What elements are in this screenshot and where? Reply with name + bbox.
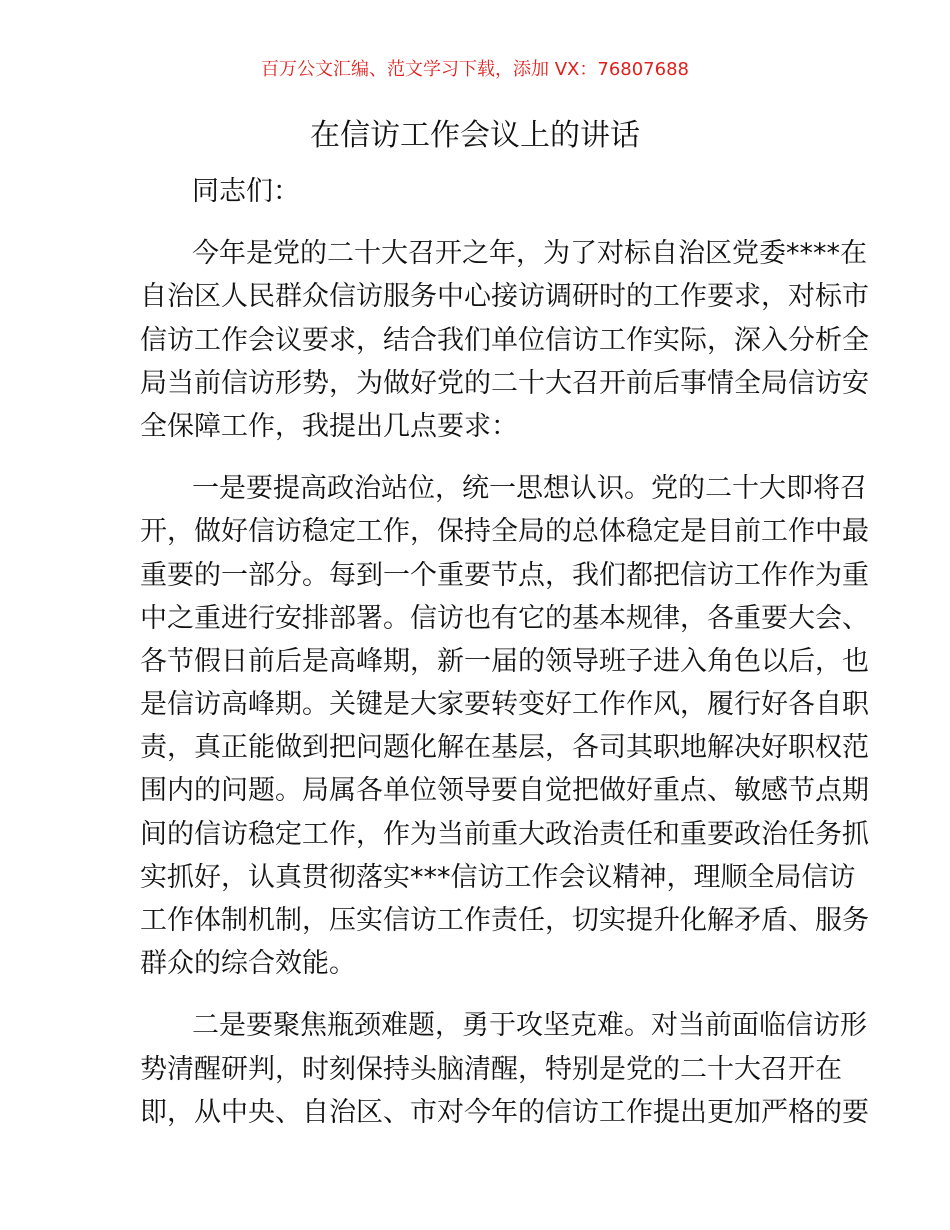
text-line: 自治区人民群众信访服务中心接访调研时的工作要求，对标市 [140, 281, 869, 313]
text-line: 即，从中央、自治区、市对今年的信访工作提出更加严格的要 [140, 1096, 869, 1128]
greeting: 同志们： [192, 176, 300, 207]
text-line: 一是要提高政治站位，统一思想认识。党的二十大即将召 [192, 473, 867, 505]
text-line: 责，真正能做到把问题化解在基层，各司其职地解决好职权范 [140, 732, 869, 764]
text-line: 各节假日前后是高峰期，新一届的领导班子进入角色以后，也 [140, 645, 869, 677]
text-line: 二是要聚焦瓶颈难题，勇于攻坚克难。对当前面临信访形 [192, 1010, 867, 1042]
document-title: 在信访工作会议上的讲话 [310, 118, 640, 153]
paragraphs [140, 232, 869, 1134]
paragraph [140, 467, 869, 985]
paragraph [140, 1004, 869, 1134]
document-body [140, 170, 869, 1153]
text-line: 中之重进行安排部署。信访也有它的基本规律，各重要大会、 [140, 602, 869, 634]
watermark-header: 百万公文汇编、范文学习下载，添加 VX：76807688 [261, 59, 689, 80]
text-line: 今年是党的二十大召开之年，为了对标自治区党委****在 [192, 238, 867, 270]
greeting-paragraph [140, 170, 812, 213]
text-line: 开，做好信访稳定工作，保持全局的总体稳定是目前工作中最 [140, 516, 869, 548]
text-line: 实抓好，认真贯彻落实***信访工作会议精神，理顺全局信访 [140, 861, 856, 893]
text-line: 间的信访稳定工作，作为当前重大政治责任和重要政治任务抓 [140, 818, 869, 850]
text-line: 信访工作会议要求，结合我们单位信访工作实际，深入分析全 [140, 324, 869, 356]
paragraph [140, 232, 869, 448]
text-line: 局当前信访形势，为做好党的二十大召开前后事情全局信访安 [140, 367, 869, 399]
text-line: 是信访高峰期。关键是大家要转变好工作作风，履行好各自职 [140, 689, 869, 721]
text-line: 全保障工作，我提出几点要求： [140, 410, 518, 442]
text-line: 势清醒研判，时刻保持头脑清醒，特别是党的二十大召开在 [140, 1053, 842, 1085]
text-line: 工作体制机制，压实信访工作责任，切实提升化解矛盾、服务 [140, 905, 869, 936]
text-line: 群众的综合效能。 [140, 948, 356, 980]
text-line: 围内的问题。局属各单位领导要自觉把做好重点、敏感节点期 [140, 775, 869, 807]
text-line: 重要的一部分。每到一个重要节点，我们都把信访工作作为重 [140, 559, 869, 591]
